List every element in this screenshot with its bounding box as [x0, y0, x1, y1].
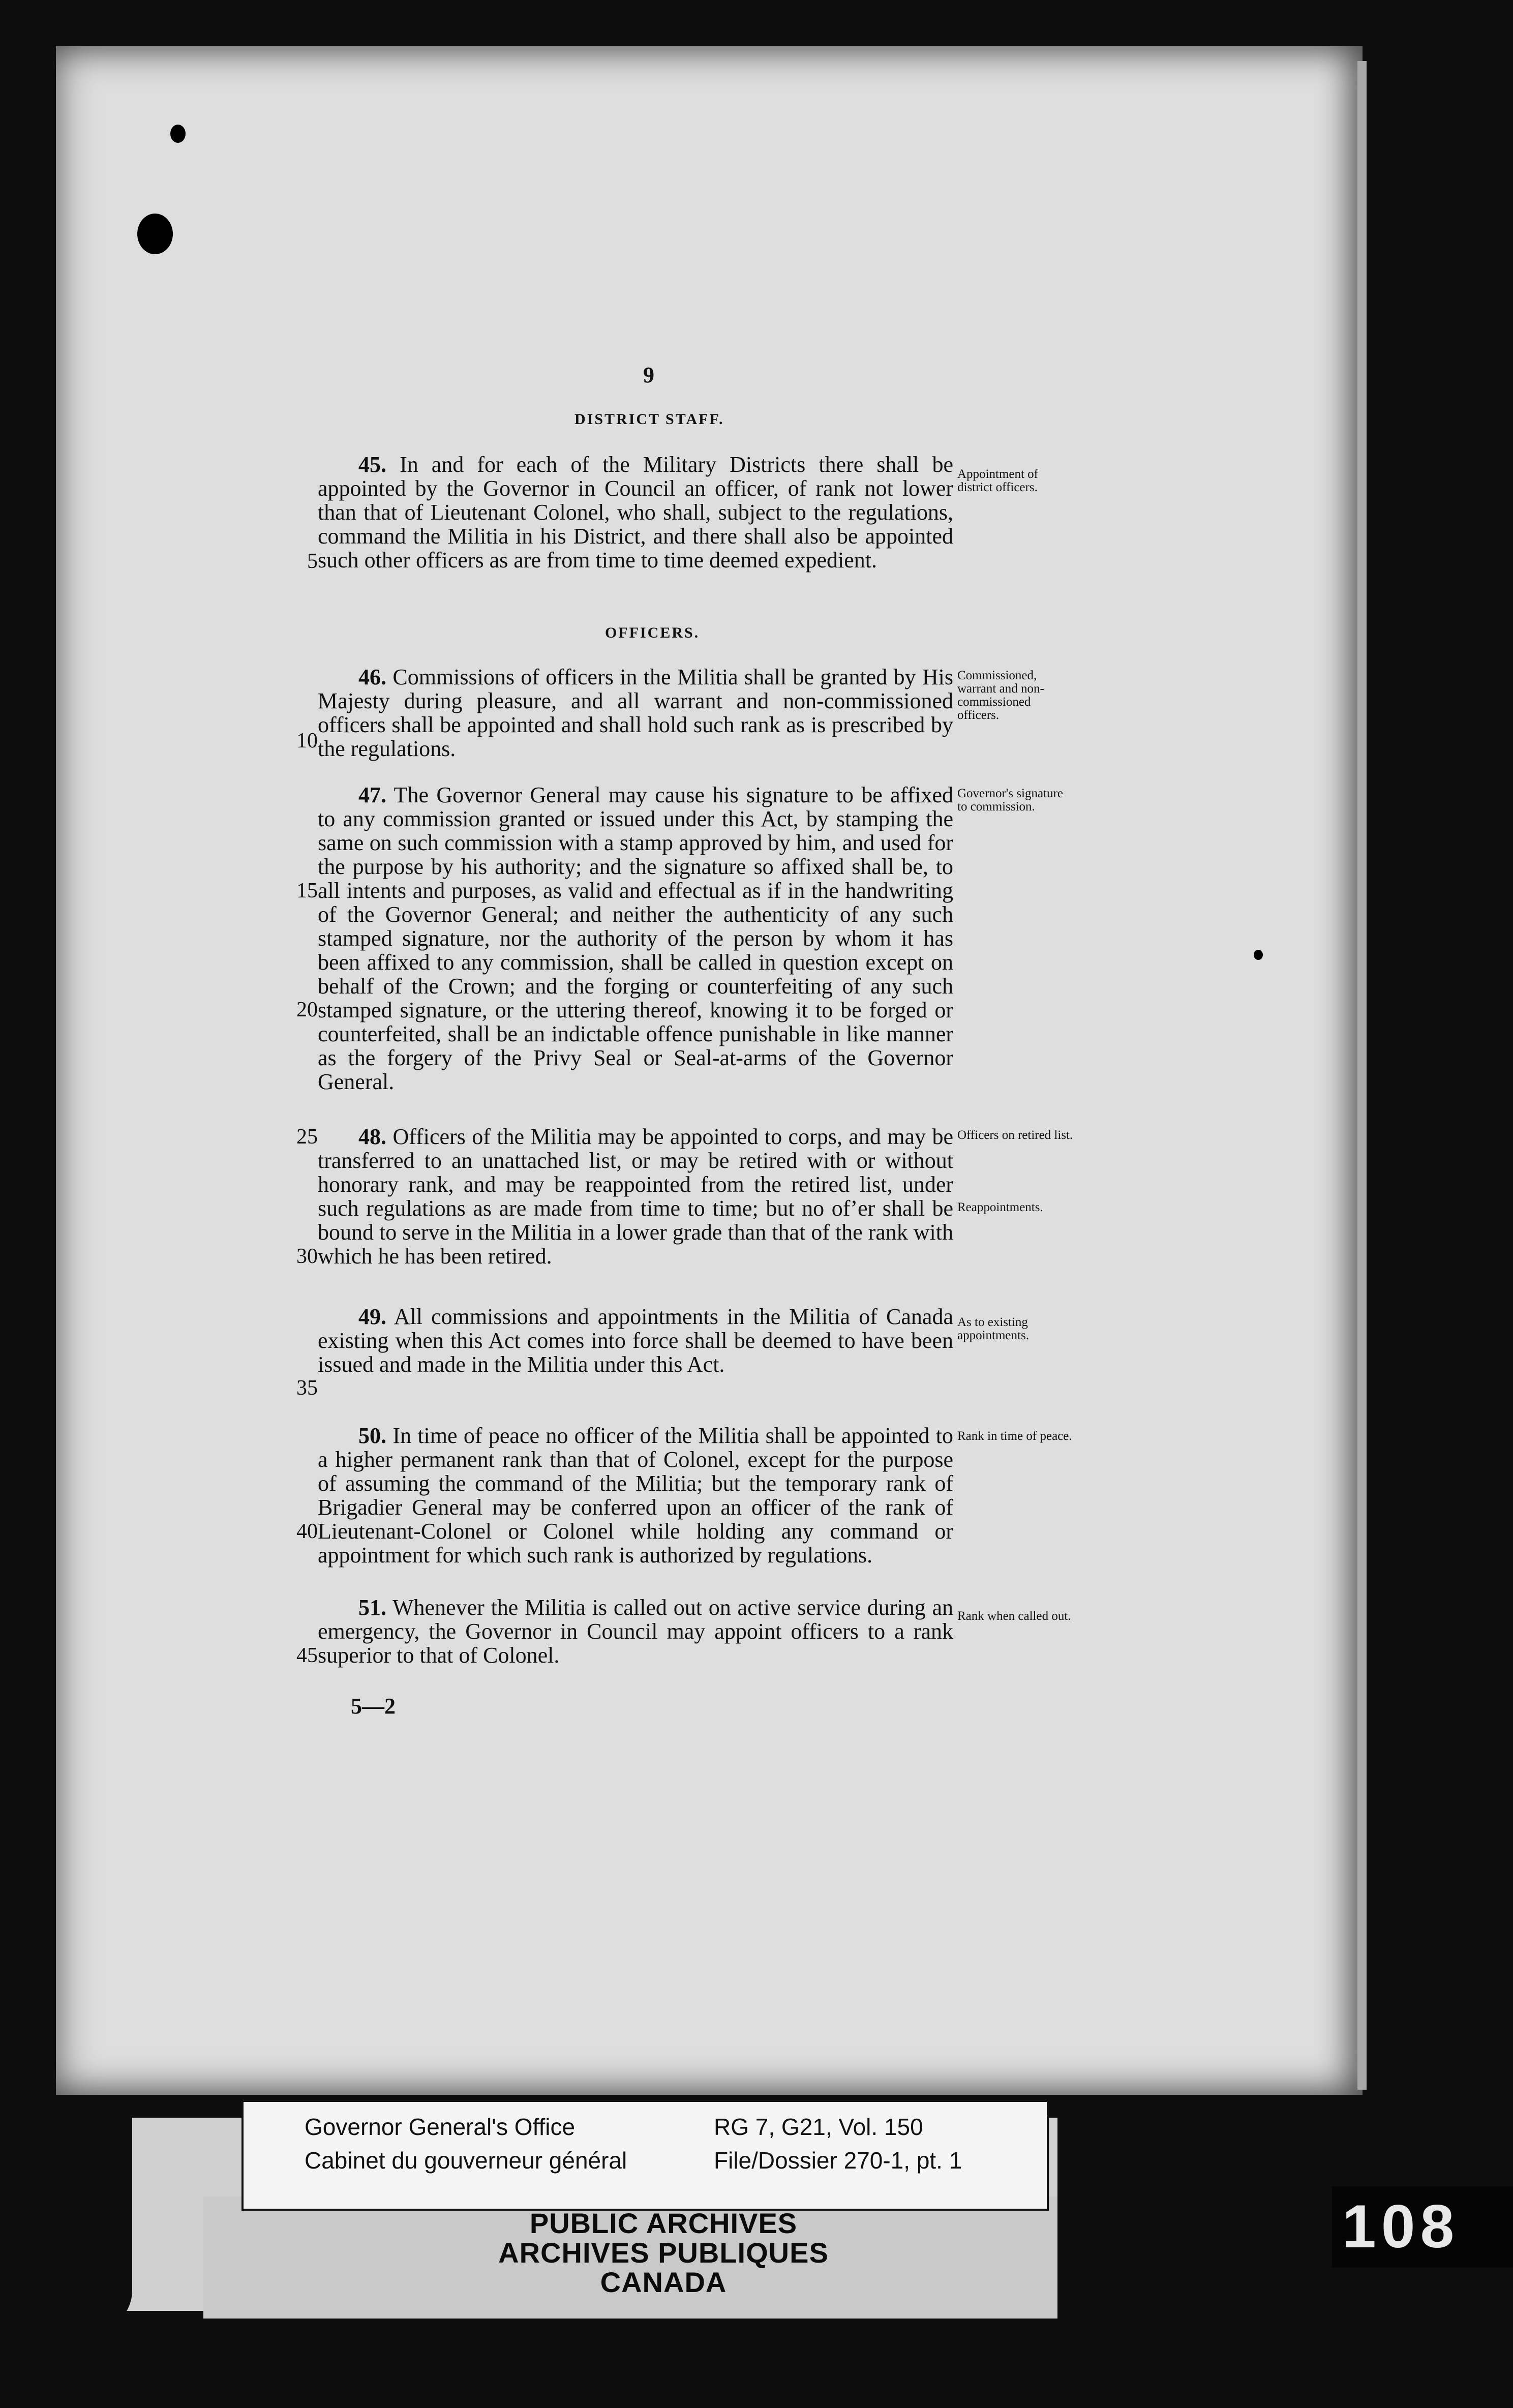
signature-mark: 5—2 [351, 1694, 396, 1719]
section-50 [318, 1424, 953, 1567]
section-48 [318, 1125, 953, 1268]
line-number: 40 [296, 1520, 318, 1543]
film-frame-number: 108 [1342, 2192, 1460, 2261]
margin-note: Rank in time of peace. [957, 1429, 1072, 1443]
ink-speck [1254, 950, 1263, 960]
section-45 [318, 453, 953, 572]
line-number: 20 [296, 998, 318, 1021]
reference-file: File/Dossier 270-1, pt. 1 [714, 2147, 962, 2174]
office-name-en: Governor General's Office [305, 2114, 576, 2140]
line-number: 45 [296, 1644, 318, 1667]
stamp-line-1: PUBLIC ARCHIVES [529, 2207, 798, 2239]
heading-district-staff: DISTRICT STAFF. [574, 411, 724, 428]
stamp-shadow [0, 2118, 132, 2331]
section-47 [318, 783, 953, 1094]
ink-speck [170, 125, 186, 143]
section-text: All commissions and appointments in the Militia of Canada existing when this Act comes into force shall be deemed to have been issued and made in the Militia under this Act. [318, 1304, 953, 1377]
section-text: Whenever the Militia is called out on active service during an emergency, the Governor in Council may appoint officers to a rank superior to that of Colonel. [318, 1595, 953, 1668]
page-number: 9 [643, 363, 654, 387]
margin-note: As to existing appointments. [957, 1315, 1029, 1342]
margin-note: Rank when called out. [957, 1609, 1071, 1623]
section-number: 47. [358, 782, 386, 807]
line-number: 25 [296, 1125, 318, 1149]
reference-volume: RG 7, G21, Vol. 150 [714, 2114, 923, 2140]
margin-note: Governor's signature to commission. [957, 787, 1063, 814]
section-text: Commissions of officers in the Militia shall be granted by His Majesty during pleasure, and all warrant and non-commissioned officers shall be appointed and shall hold such rank as is prescribed by the regulations. [318, 665, 954, 761]
line-number: 15 [296, 879, 318, 902]
section-number: 49. [358, 1304, 386, 1329]
section-number: 51. [358, 1595, 386, 1620]
section-number: 46. [358, 665, 386, 689]
margin-note: Reappointments. [957, 1200, 1043, 1214]
margin-note: Appointment of district officers. [957, 467, 1039, 494]
section-text: The Governor General may cause his signature to be affixed to any commission granted or issued under this Act, by stamping the same on such commission with a stamp approved by him, and used for the purpose by his authority; and the signature so affixed shall be, to all intents and purposes, as valid and effectual as if in the handwriting of the Governor General; and neither the authenticity of any such stamped signature, nor the authority of the person by whom it has been affixed to any commission, shall be called in question except on behalf of the Crown; and the forging or counterfeiting of any such stamped signature, or the uttering thereof, knowing it to be forged or counterfeited, shall be an indictable offence punishable in like manner as the forgery of the Privy Seal or Seal-at-arms of the Governor General. [318, 782, 953, 1094]
section-number: 50. [358, 1423, 386, 1448]
section-46 [318, 665, 953, 761]
stamp-line-3: CANADA [600, 2266, 727, 2298]
section-51 [318, 1596, 953, 1667]
margin-note: Commissioned, warrant and non-commissioned officers. [957, 669, 1044, 722]
line-number: 30 [296, 1245, 318, 1268]
section-number: 48. [358, 1124, 386, 1149]
archive-label [241, 2100, 1049, 2211]
line-number: 5 [307, 550, 318, 573]
heading-officers: OFFICERS. [605, 624, 700, 641]
section-49 [318, 1305, 953, 1376]
line-number: 35 [296, 1376, 318, 1400]
page-edge [1357, 61, 1367, 2090]
stamp-line-2: ARCHIVES PUBLIQUES [498, 2237, 829, 2269]
ink-speck [137, 214, 173, 254]
section-number: 45. [358, 452, 386, 477]
section-text: In and for each of the Military Districts there shall be appointed by the Governor in Council an officer, of rank not lower than that of Lieutenant Colonel, who shall, subject to the regulations, command the Militia in his District, and there shall also be appointed such other officers as are from time to time deemed expedient. [318, 452, 953, 573]
line-number: 10 [296, 729, 318, 752]
section-text: In time of peace no officer of the Militia shall be appointed to a higher permanent rank than that of Colonel, except for the purpose of assuming the command of the Militia; but the temporary rank of Brigadier General may be conferred upon an officer of the rank of Lieutenant-Colonel or Colonel while holding any command or appointment for which such rank is authorized by regulations. [318, 1423, 953, 1568]
margin-note: Officers on retired list. [957, 1128, 1073, 1142]
section-text: Officers of the Militia may be appointed to corps, and may be transferred to an unattached list, or may be retired with or without honorary rank, and may be reappointed from the retired list, under such regulations as are made from time to time; but no ofʼer shall be bound to serve in the Militia in a lower grade than that of the rank with which he has been retired. [318, 1124, 954, 1269]
office-name-fr: Cabinet du gouverneur général [305, 2147, 627, 2174]
